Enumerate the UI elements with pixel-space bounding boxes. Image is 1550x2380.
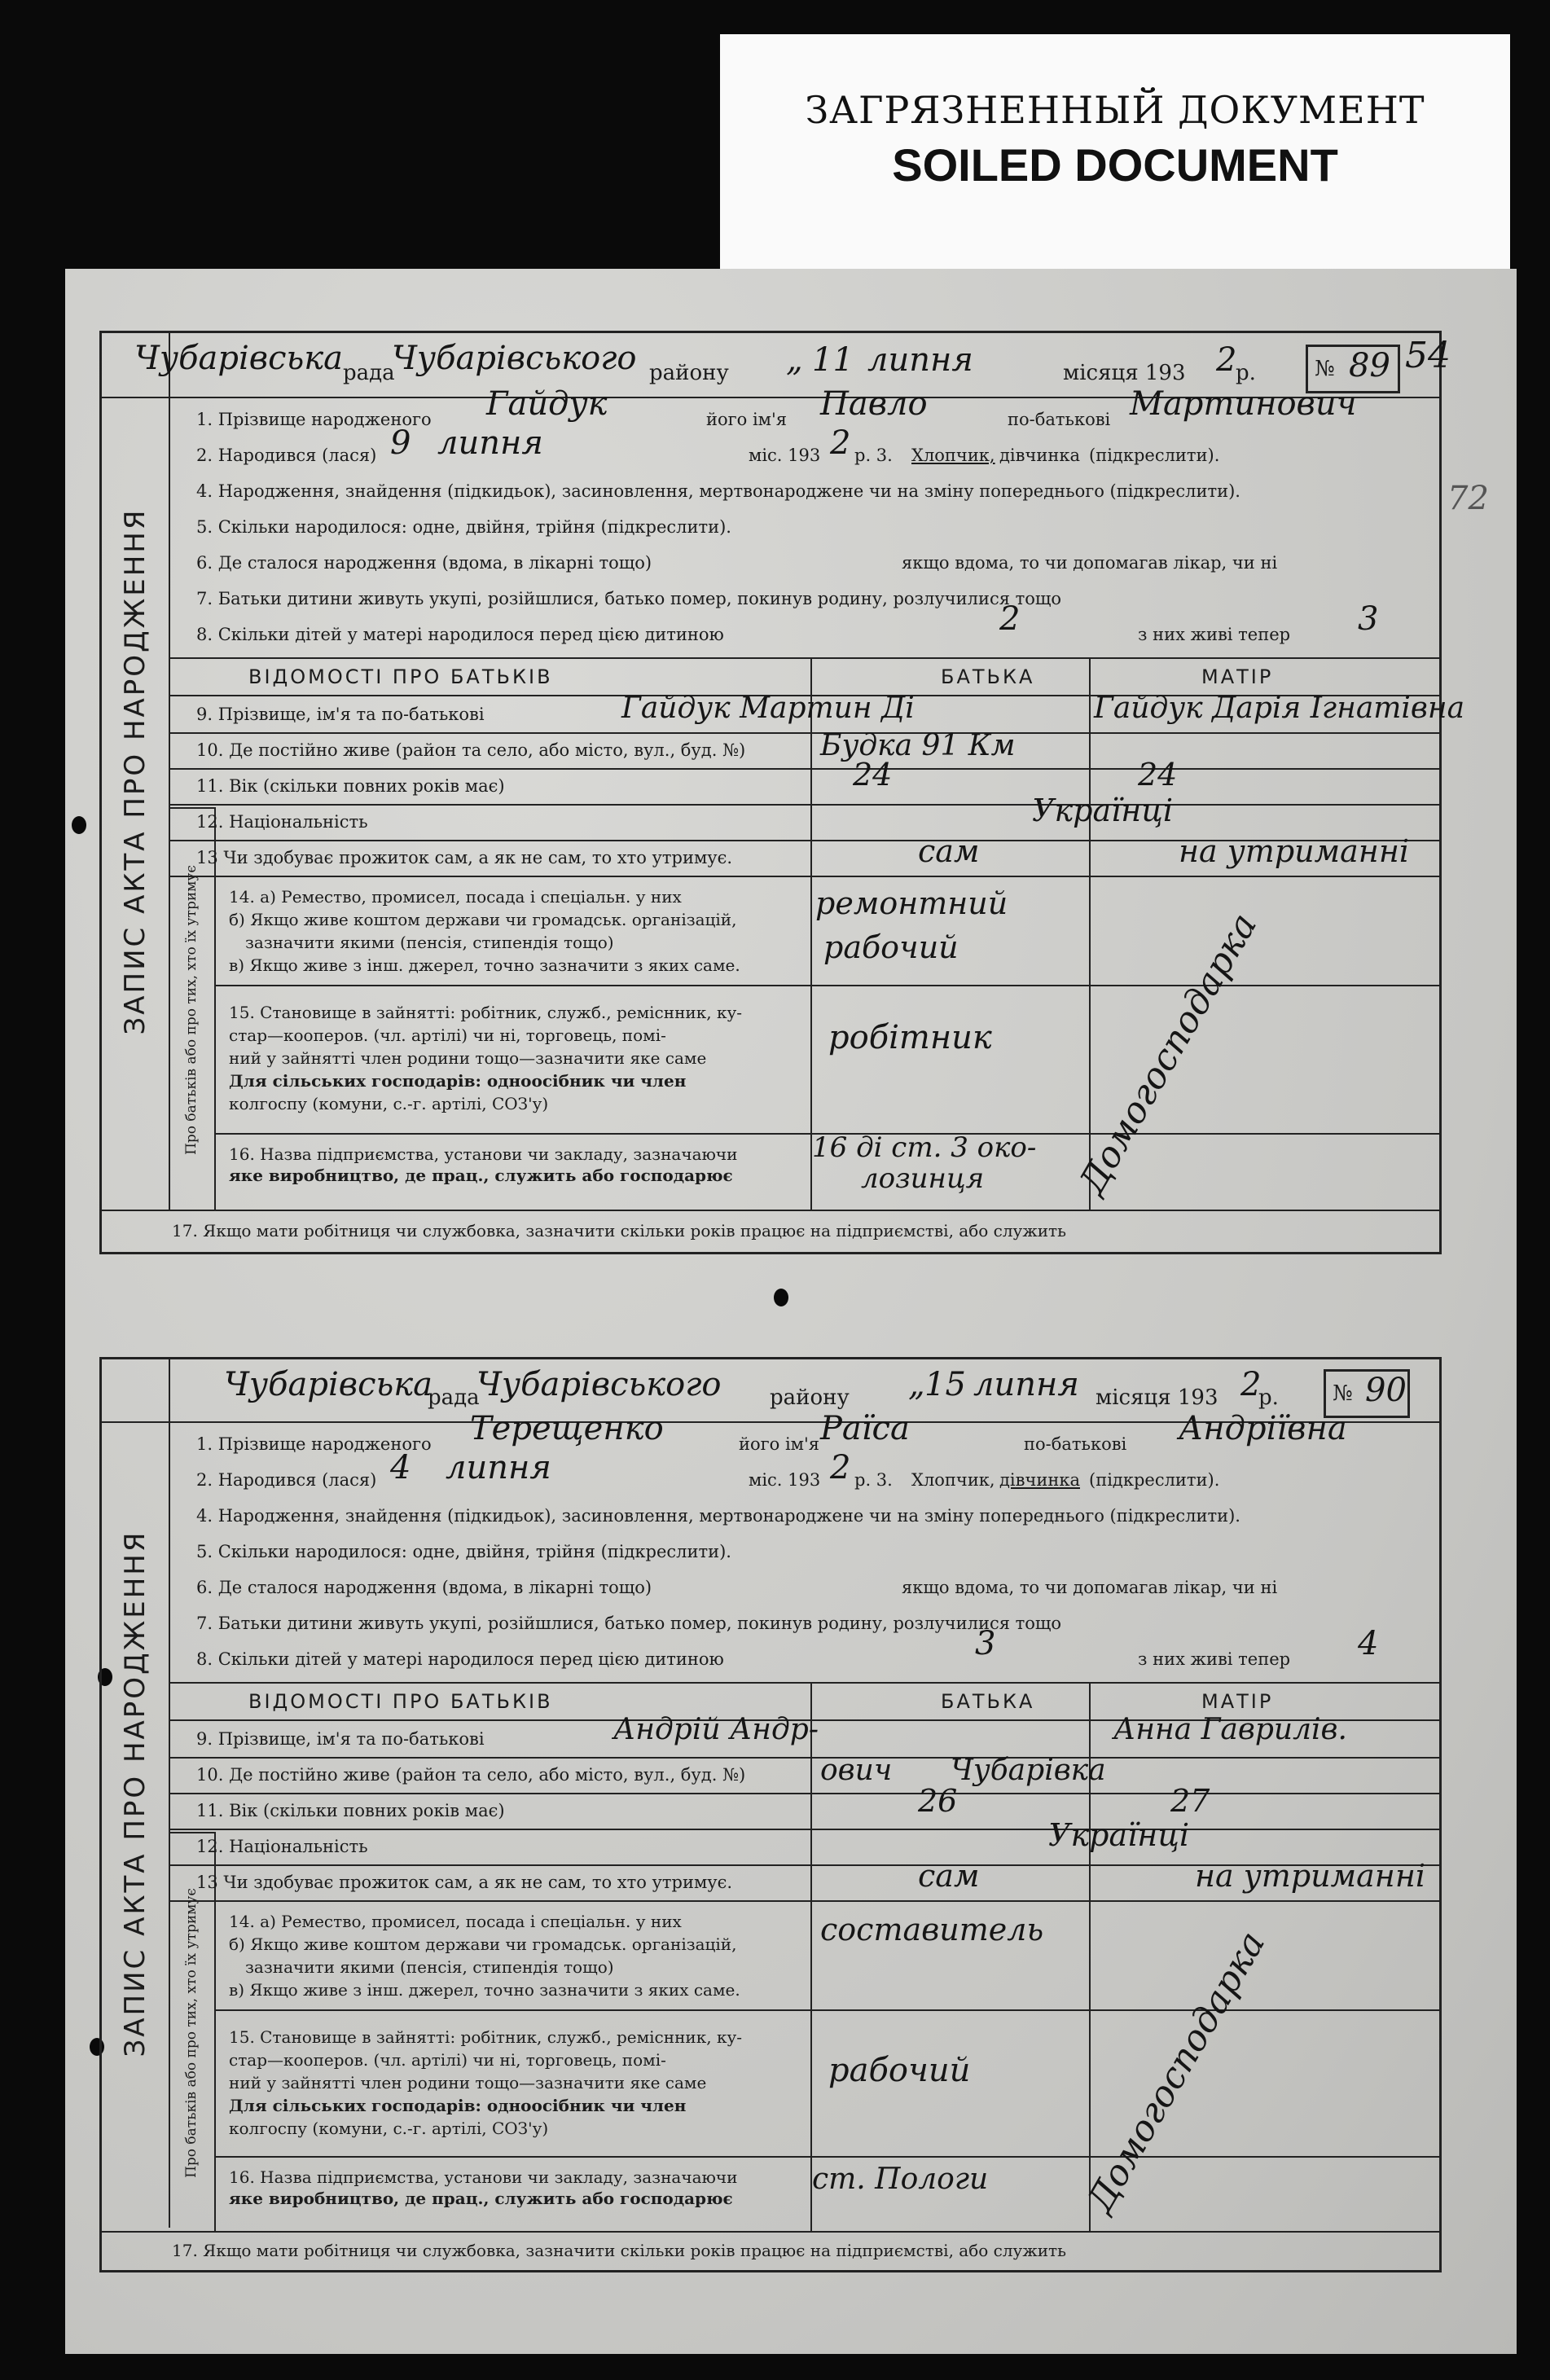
punch-hole bbox=[774, 1289, 788, 1306]
father-trade: ремонтний bbox=[815, 885, 1008, 921]
margin-side-number: 72 bbox=[1447, 480, 1489, 517]
mother-income: на утриманні bbox=[1179, 833, 1410, 869]
village-value: Чубарівська bbox=[134, 340, 343, 377]
child-patronymic: Мартинович bbox=[1130, 385, 1357, 423]
father-trade-2: рабочий bbox=[823, 929, 959, 965]
district-value: Чубарівського bbox=[476, 1366, 722, 1403]
stamp-line-ru: ЗАГРЯЗНЕННЫЙ ДОКУМЕНТ bbox=[805, 88, 1425, 132]
father-fio-2: ович bbox=[820, 1754, 893, 1787]
boy-underlined: Хлопчик, bbox=[911, 446, 995, 465]
document-sheet bbox=[65, 269, 1517, 2354]
header-row: Чубарівська рада Чубарівського району „ 15 липня місяця 193 2 р. bbox=[224, 1366, 1279, 1410]
mother-fio: Гайдук Дарія Ігнатівна bbox=[1094, 692, 1465, 725]
mother-occupation: Домогосподарка bbox=[1079, 1924, 1274, 2220]
residence: Будка 91 Км bbox=[820, 729, 1016, 762]
born-day: 9 bbox=[390, 424, 411, 462]
father-workplace-2: лозинця bbox=[861, 1162, 985, 1195]
reg-year: 2 bbox=[1240, 1366, 1262, 1403]
father-workplace: 16 ді ст. 3 око- bbox=[812, 1131, 1037, 1164]
child-patronymic: Андріївна bbox=[1179, 1410, 1347, 1447]
district-value: Чубарівського bbox=[392, 340, 637, 377]
born-month: липня bbox=[446, 1449, 551, 1486]
born-month: липня bbox=[437, 424, 543, 462]
nationality: Українці bbox=[1048, 1817, 1189, 1853]
father-income: сам bbox=[918, 1858, 980, 1894]
father-workplace: ст. Пологи bbox=[812, 2163, 989, 2196]
father-fio: Андрій Андр- bbox=[613, 1713, 819, 1746]
child-surname: Терещенко bbox=[470, 1410, 664, 1447]
punch-hole bbox=[72, 816, 86, 834]
margin-number: 54 bbox=[1405, 335, 1451, 376]
mother-age: 27 bbox=[1170, 1783, 1210, 1819]
father-age: 26 bbox=[918, 1783, 958, 1819]
child-name: Павло bbox=[820, 385, 928, 423]
birth-record-form-1: ЗАПИС АКТА ПРО НАРОДЖЕННЯ Про батьків або про тих, хто їх утримує Чубарівська рада Чубарівського району „ 11 липня місяця 193 2 р. № 89 54 72 1. Прізвище народженого Гайдук його ім'я Павло по-батькові Мартинович 2. Народився (лася) 9 липня міс. 193 2 р. 3. Хлопчик, дівчинка (підкреслити). 4. Народження, знайдення (підкидьок), засиновлення, мертвонароджене чи на зміну попереднього (підкреслити). 5. Скільки народилося: одне, двійня, трійня (підкреслити). 6. Де сталося народження (вдома, в лікарні тощо) якщо вдома, то чи допомагав лікар, чи ні 7. Батьки дитини живуть укупі, розійшлися, батько помер, покинув родину, розлучилися тощо 8. Скільки дітей у матері народилося перед цією дитиною 2 з них живі тепер 3 ВІДОМОСТІ ПРО БАТЬКІВ БАТЬКА МАТІР 9. Прізвище, ім'я та по-батькові Гайдук Мартин Ді Гайдук Дарія Ігнатівна 10. Де постійно живе (район та село, або місто, вул., буд. №) Будка 91 Км 11. Вік (скільки повних років має) 24 24 12. Національність Українці 13 Чи здобуває прожиток сам, а як не сам, то хто утримує. сам на утриманні 14. а) Ремество, промисел, посада і спеціальн. у них б) Якщо живе коштом держави чи громадськ. організацій, зазначити якими (пенсія, стипендія тощо) в) Якщо живе з інш. джерел, точно зазначити з яких саме. ремонтний рабочий 15. Становище в зайнятті: робітник, служб., реміснник, ку- стар—кооперов. (чл. артілі) чи ні, торговець, помі- ний у зайнятті член родини тощо—зазначити яке саме Для сільських господарів: одноосібник чи член колгоспу (комуни, с.-г. артілі, СОЗ'у) робітник 16. Назва підприємства, установи чи закладу, зазначаючи яке виробництво, де прац., служить або господарює 16 ді ст. 3 око- лозинця Домогосподарка 17. Якщо мати робітниця чи службовка, зазначити скільки років працює на підприємстві, або служить bbox=[99, 331, 1442, 1254]
record-number: 89 bbox=[1349, 347, 1390, 384]
sub-title: Про батьків або про тих, хто їх утримує bbox=[169, 807, 216, 1211]
father-fio: Гайдук Мартин Ді bbox=[621, 692, 915, 725]
reg-day: 11 bbox=[812, 341, 854, 379]
born-year: 2 bbox=[830, 1449, 851, 1486]
residence: Чубарівка bbox=[951, 1754, 1106, 1787]
father-status: рабочий bbox=[828, 2052, 971, 2089]
record-number-box: № 90 bbox=[1324, 1369, 1410, 1418]
children-before: 2 bbox=[999, 600, 1021, 638]
child-surname: Гайдук bbox=[486, 385, 608, 423]
mother-occupation: Домогосподарка bbox=[1071, 906, 1266, 1201]
reg-month: липня bbox=[973, 1366, 1079, 1403]
father-trade: составитель bbox=[820, 1912, 1044, 1947]
born-day: 4 bbox=[390, 1449, 411, 1486]
reg-year: 2 bbox=[1216, 341, 1237, 379]
mother-fio: Анна Гаврилів. bbox=[1113, 1713, 1347, 1746]
side-title: ЗАПИС АКТА ПРО НАРОДЖЕННЯ bbox=[102, 1359, 170, 2228]
side-title: ЗАПИС АКТА ПРО НАРОДЖЕННЯ bbox=[102, 333, 170, 1210]
record-number: 90 bbox=[1365, 1372, 1407, 1409]
father-age: 24 bbox=[853, 757, 893, 793]
child-name: Раїса bbox=[820, 1410, 910, 1447]
children-alive: 4 bbox=[1358, 1625, 1379, 1662]
mother-income: на утриманні bbox=[1195, 1858, 1426, 1894]
father-status: робітник bbox=[828, 1019, 992, 1056]
birth-record-form-2: ЗАПИС АКТА ПРО НАРОДЖЕННЯ Про батьків або про тих, хто їх утримує Чубарівська рада Чубарівського району „ 15 липня місяця 193 2 р. № 90 1. Прізвище народженого Терещенко його ім'я Раїса по-батькові Андріївна 2. Народився (лася) 4 липня міс. 193 2 р. 3. Хлопчик, дівчинка (підкреслити). 4. Народження, знайдення (підкидьок), засиновлення, мертвонароджене чи на зміну попереднього (підкреслити). 5. Скільки народилося: одне, двійня, трійня (підкреслити). 6. Де сталося народження (вдома, в лікарні тощо) якщо вдома, то чи допомагав лікар, чи ні 7. Батьки дитини живуть укупі, розійшлися, батько помер, покинув родину, розлучилися тощо 8. Скільки дітей у матері народилося перед цією дитиною 3 з них живі тепер 4 ВІДОМОСТІ ПРО БАТЬКІВ БАТЬКА МАТІР 9. Прізвище, ім'я та по-батькові Андрій Андр- Анна Гаврилів. 10. Де постійно живе (район та село, або місто, вул., буд. №) ович Чубарівка 11. Вік (скільки повних років має) 26 27 12. Національність Українці 13 Чи здобуває прожиток сам, а як не сам, то хто утримує. сам на утриманні 14. а) Ремество, промисел, посада і спеціальн. у них б) Якщо живе коштом держави чи громадськ. організацій, зазначити якими (пенсія, стипендія тощо) в) Якщо живе з інш. джерел, точно зазначити з яких саме. составитель 15. Становище в зайнятті: робітник, служб., реміснник, ку- стар—кооперов. (чл. артілі) чи ні, торговець, помі- ний у зайнятті член родини тощо—зазначити яке саме Для сільських господарів: одноосібник чи член колгоспу (комуни, с.-г. артілі, СОЗ'у) рабочий 16. Назва підприємства, установи чи закладу, зазначаючи яке виробництво, де прац., служить або господарює ст. Пологи Домогосподарка 17. Якщо мати робітниця чи службовка, зазначити скільки років працює на підприємстві, або служить bbox=[99, 1357, 1442, 2272]
reg-day: 15 bbox=[924, 1366, 966, 1403]
girl-underlined: дівчинка bbox=[999, 1470, 1080, 1490]
children-alive: 3 bbox=[1358, 600, 1379, 638]
stamp-line-en: SOILED DOCUMENT bbox=[892, 139, 1338, 191]
children-before: 3 bbox=[975, 1625, 996, 1662]
reg-month: липня bbox=[867, 341, 973, 379]
father-income: сам bbox=[918, 833, 980, 869]
sub-title: Про батьків або про тих, хто їх утримує bbox=[169, 1832, 216, 2233]
soiled-document-stamp bbox=[720, 34, 1510, 270]
village-value: Чубарівська bbox=[224, 1366, 433, 1403]
record-number-box: № 89 bbox=[1306, 345, 1400, 393]
nationality: Українці bbox=[1032, 793, 1173, 828]
header-row: Чубарівська рада Чубарівського району „ 11 липня місяця 193 2 р. bbox=[134, 340, 1256, 385]
mother-age: 24 bbox=[1138, 757, 1178, 793]
born-year: 2 bbox=[830, 424, 851, 462]
